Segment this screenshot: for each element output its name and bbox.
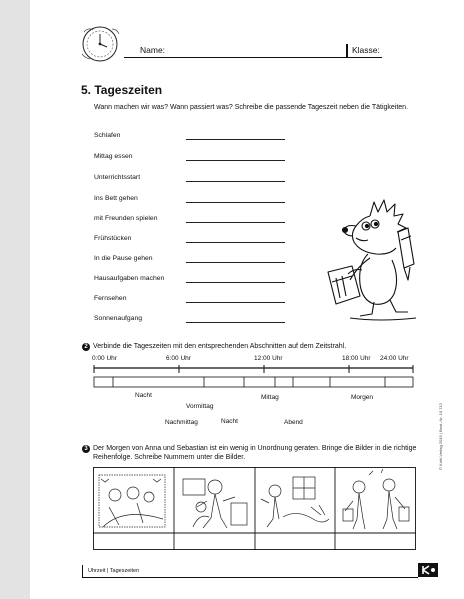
publisher-logo-icon — [418, 563, 438, 577]
activity-label: Mittag essen — [94, 153, 133, 160]
word-card[interactable]: Vormittag — [186, 403, 214, 410]
activity-label: Unterrichtsstart — [94, 174, 141, 181]
page-title: 5. Tageszeiten — [81, 83, 163, 97]
activity-label: Schlafen — [94, 132, 121, 139]
word-card[interactable]: Nacht — [221, 418, 238, 425]
answer-line[interactable] — [186, 202, 285, 203]
answer-line[interactable] — [186, 322, 285, 323]
answer-line[interactable] — [186, 139, 285, 140]
answer-line[interactable] — [186, 181, 285, 182]
activity-label: Fernsehen — [94, 295, 127, 302]
time-label: 0:00 Uhr — [92, 355, 117, 362]
time-label: 12:00 Uhr — [254, 355, 283, 362]
time-label: 24:00 Uhr — [380, 355, 409, 362]
instruction-text: Wann machen wir was? Wann passiert was? Schreibe die passende Tageszeit neben die Tätigkeiten. — [94, 104, 409, 111]
activity-label: Sonnenaufgang — [94, 315, 143, 322]
task-2-instruction: Verbinde die Tageszeiten mit den entsprechenden Abschnitten auf dem Zeitstrahl. — [93, 343, 347, 350]
clock-logo-icon — [78, 24, 124, 64]
name-label: Name: — [140, 45, 166, 55]
answer-line[interactable] — [186, 262, 285, 263]
class-label: Klasse: — [352, 45, 380, 55]
activity-label: Hausaufgaben machen — [94, 275, 165, 282]
activity-label: mit Freunden spielen — [94, 215, 158, 222]
time-label: 18:00 Uhr — [342, 355, 371, 362]
word-card[interactable]: Mittag — [261, 394, 279, 401]
time-label: 6:00 Uhr — [166, 355, 191, 362]
word-card[interactable]: Nacht — [135, 392, 152, 399]
word-card[interactable]: Morgen — [351, 394, 374, 401]
copyright-note: © Kohl-Verlag 2019 | Best.-Nr. 10 712 — [438, 403, 443, 470]
word-card[interactable]: Abend — [284, 419, 303, 426]
picture-sequence-grid — [93, 467, 416, 550]
activity-label: Frühstücken — [94, 235, 132, 242]
footer-tick — [82, 565, 83, 577]
answer-line[interactable] — [186, 302, 285, 303]
answer-line[interactable] — [186, 222, 285, 223]
answer-line[interactable] — [186, 160, 285, 161]
task-3-number-badge: 3 — [82, 445, 90, 453]
activity-label: In die Pause gehen — [94, 255, 153, 262]
header-separator — [346, 44, 348, 58]
answer-line[interactable] — [186, 282, 285, 283]
word-card[interactable]: Nachmittag — [165, 419, 198, 426]
mole-with-schoolbag-illustration — [310, 188, 422, 322]
activity-label: Ins Bett gehen — [94, 195, 138, 202]
page-side-strip — [0, 0, 30, 599]
footer-label: Uhrzeit | Tageszeiten — [88, 568, 140, 574]
task-2-number-badge: 2 — [82, 343, 90, 351]
header-rule — [124, 57, 382, 58]
footer-rule — [82, 577, 418, 578]
task-3-instruction: Der Morgen von Anna und Sebastian ist ein wenig in Unordnung geraten. Bringe die Bilder in die richtige Reihenfolge. Schreibe Nummern unter die Bilder. — [93, 445, 417, 461]
answer-line[interactable] — [186, 242, 285, 243]
